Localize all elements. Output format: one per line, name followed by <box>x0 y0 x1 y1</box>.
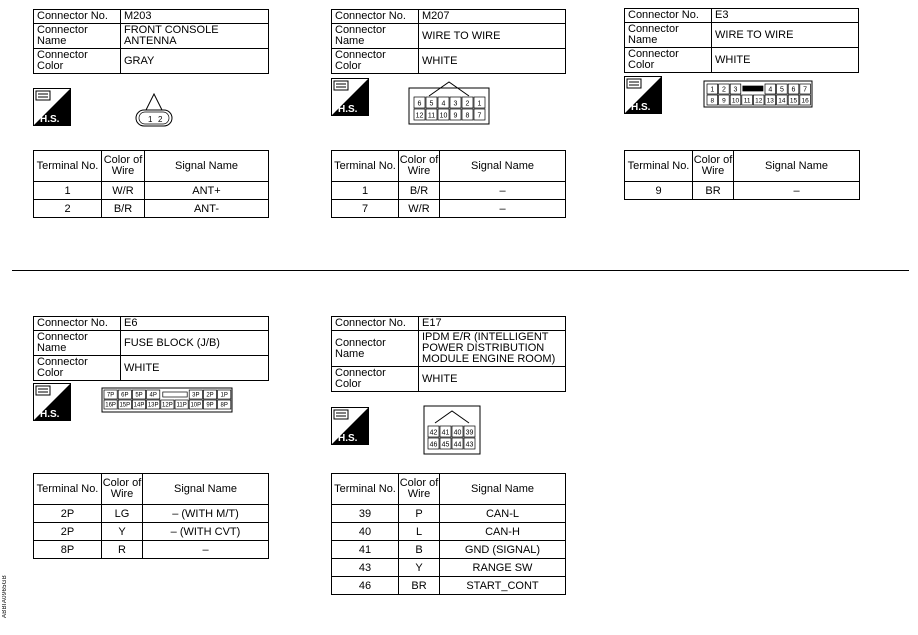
terminal-no-header: Terminal No. <box>332 151 399 182</box>
connector-name-value: FRONT CONSOLE ANTENNA <box>121 24 269 49</box>
terminal-cell: 46 <box>332 577 399 595</box>
signal-cell: – (WITH M/T) <box>143 505 269 523</box>
pin-label: 1 <box>148 115 153 124</box>
pin-label: 8 <box>710 97 715 105</box>
pin-label: 4 <box>768 86 773 94</box>
pin-label: 44 <box>453 441 462 449</box>
connector-color-value: WHITE <box>121 356 269 381</box>
table-row <box>332 577 566 595</box>
terminal-no-header: Terminal No. <box>34 151 102 182</box>
connector-name-label: Connector Name <box>332 331 419 367</box>
connector-no-value: M207 <box>419 10 566 24</box>
pin-label: 8P <box>220 402 228 409</box>
connector-face-m207 <box>407 78 491 126</box>
connector-no-value: E3 <box>712 9 859 23</box>
pin-label: 1P <box>220 392 228 399</box>
signal-name-header: Signal Name <box>734 151 860 182</box>
connector-info-table <box>331 316 566 392</box>
pin-label: 11 <box>427 112 436 120</box>
signal-cell: RANGE SW <box>440 559 566 577</box>
pin-label: 1 <box>710 86 715 94</box>
terminal-cell: 8P <box>34 541 102 559</box>
pin-label: 42 <box>429 429 438 437</box>
color-of-wire-header: Color of Wire <box>399 474 440 505</box>
hs-label: H.S. <box>40 409 60 420</box>
harness-side-icon <box>33 383 71 421</box>
pin-label: 8 <box>465 112 470 120</box>
hs-label: H.S. <box>338 433 358 444</box>
connector-color-label: Connector Color <box>34 49 121 74</box>
connector-no-value: E6 <box>121 317 269 331</box>
pin-label: 15 <box>789 97 798 105</box>
connector-no-value: M203 <box>121 10 269 24</box>
table-row <box>332 541 566 559</box>
connector-name-value: FUSE BLOCK (J/B) <box>121 331 269 356</box>
pin-label: 14P <box>133 402 145 409</box>
terminal-no-header: Terminal No. <box>625 151 693 182</box>
connector-name-value: WIRE TO WIRE <box>712 23 859 48</box>
pin-label: 15P <box>119 402 131 409</box>
harness-side-icon <box>624 76 662 114</box>
pin-label: 7 <box>803 86 808 94</box>
wire-color-cell: P <box>399 505 440 523</box>
terminal-cell: 40 <box>332 523 399 541</box>
pin-label: 5P <box>135 392 143 399</box>
terminal-cell: 2 <box>34 200 102 218</box>
connector-color-label: Connector Color <box>332 49 419 74</box>
wire-color-cell: Y <box>399 559 440 577</box>
connector-e6 <box>33 316 269 381</box>
pin-label: 16 <box>801 97 809 105</box>
pin-label: 13P <box>147 402 159 409</box>
harness-side-icon <box>331 407 369 445</box>
wire-color-cell: R <box>102 541 143 559</box>
pin-label: 7P <box>106 392 115 399</box>
color-of-wire-header: Color of Wire <box>399 151 440 182</box>
connector-info-table <box>33 9 269 74</box>
terminal-cell: 1 <box>332 182 399 200</box>
hs-label: H.S. <box>40 114 60 125</box>
connector-name-label: Connector Name <box>34 331 121 356</box>
pin-label: 43 <box>465 441 474 449</box>
connector-face-m203 <box>133 92 177 130</box>
connector-name-label: Connector Name <box>625 23 712 48</box>
pin-label: 4P <box>149 392 157 399</box>
pin-label: 5 <box>779 86 784 94</box>
pin-label: 6P <box>121 392 129 399</box>
pin-label: 13 <box>766 97 774 105</box>
table-row <box>34 541 269 559</box>
terminal-table-e3 <box>624 150 860 200</box>
pin-label: 12 <box>755 97 763 105</box>
terminal-cell: 2P <box>34 505 102 523</box>
pin-label: 11P <box>176 402 187 409</box>
connector-info-table <box>624 8 859 73</box>
wire-color-cell: L <box>399 523 440 541</box>
terminal-table-e6 <box>33 473 269 559</box>
pin-label: 11 <box>743 97 751 105</box>
pin-label: 2 <box>721 86 726 94</box>
signal-cell: ANT- <box>145 200 269 218</box>
table-row <box>332 559 566 577</box>
pin-label: 1 <box>477 100 482 108</box>
terminal-cell: 39 <box>332 505 399 523</box>
connector-color-value: WHITE <box>419 367 566 392</box>
color-of-wire-header: Color of Wire <box>693 151 734 182</box>
hs-label: H.S. <box>338 104 358 115</box>
signal-cell: ANT+ <box>145 182 269 200</box>
connector-name-label: Connector Name <box>34 24 121 49</box>
connector-face-e6 <box>101 387 233 413</box>
wire-color-cell: LG <box>102 505 143 523</box>
pin-label: 9 <box>722 97 726 105</box>
pin-label: 14 <box>778 97 786 105</box>
table-row <box>332 182 566 200</box>
harness-side-icon <box>33 88 71 126</box>
terminal-cell: 43 <box>332 559 399 577</box>
terminal-cell: 7 <box>332 200 399 218</box>
pin-label: 2 <box>158 115 163 124</box>
signal-cell: – <box>734 182 860 200</box>
terminal-no-header: Terminal No. <box>34 474 102 505</box>
color-of-wire-header: Color of Wire <box>102 151 145 182</box>
table-row <box>34 182 269 200</box>
wire-color-cell: W/R <box>399 200 440 218</box>
wire-color-cell: Y <box>102 523 143 541</box>
terminal-no-header: Terminal No. <box>332 474 399 505</box>
table-row <box>34 523 269 541</box>
connector-m203 <box>33 9 269 74</box>
table-row <box>332 523 566 541</box>
pin-label: 5 <box>429 100 434 108</box>
pin-label: 9P <box>206 402 214 409</box>
color-of-wire-header: Color of Wire <box>102 474 143 505</box>
connector-name-label: Connector Name <box>332 24 419 49</box>
pin-label: 9 <box>453 112 458 120</box>
table-row <box>625 182 860 200</box>
figure-id: ABBIA0965GB <box>2 575 8 618</box>
terminal-table-e17 <box>331 473 566 595</box>
wire-color-cell: W/R <box>102 182 145 200</box>
connector-name-value: IPDM E/R (INTELLIGENT POWER DISTRIBUTION MODULE ENGINE ROOM) <box>419 331 566 367</box>
connector-no-label: Connector No. <box>332 317 419 331</box>
connector-color-value: WHITE <box>712 48 859 73</box>
pin-label: 3P <box>192 392 200 399</box>
signal-cell: START_CONT <box>440 577 566 595</box>
terminal-cell: 1 <box>34 182 102 200</box>
pin-label: 12P <box>162 402 173 409</box>
pin-label: 16P <box>105 402 116 409</box>
connector-face-e3 <box>703 80 813 108</box>
wire-color-cell: B/R <box>102 200 145 218</box>
signal-cell: GND (SIGNAL) <box>440 541 566 559</box>
connector-no-label: Connector No. <box>625 9 712 23</box>
signal-name-header: Signal Name <box>145 151 269 182</box>
connector-no-value: E17 <box>419 317 566 331</box>
connector-info-table <box>331 9 566 74</box>
table-row <box>34 505 269 523</box>
connector-no-label: Connector No. <box>332 10 419 24</box>
terminal-table-m203 <box>33 150 269 218</box>
lock-tab <box>743 86 763 91</box>
pin-label: 2P <box>206 392 214 399</box>
connector-color-value: WHITE <box>419 49 566 74</box>
lock-tab <box>163 392 187 397</box>
pin-label: 46 <box>429 441 438 449</box>
signal-name-header: Signal Name <box>440 474 566 505</box>
connector-e17 <box>331 316 566 392</box>
pin-label: 7 <box>477 112 482 120</box>
signal-cell: – <box>440 200 566 218</box>
hs-label: H.S. <box>631 102 651 113</box>
terminal-cell: 9 <box>625 182 693 200</box>
pin-label: 3 <box>733 86 738 94</box>
table-row <box>332 200 566 218</box>
harness-side-icon <box>331 78 369 116</box>
pin-label: 39 <box>465 429 474 437</box>
section-divider <box>12 270 909 271</box>
wire-color-cell: B/R <box>399 182 440 200</box>
pin-label: 40 <box>453 429 462 437</box>
signal-name-header: Signal Name <box>440 151 566 182</box>
connector-color-value: GRAY <box>121 49 269 74</box>
pin-label: 41 <box>441 429 450 437</box>
wire-color-cell: BR <box>399 577 440 595</box>
wire-color-cell: BR <box>693 182 734 200</box>
pin-label: 45 <box>441 441 450 449</box>
connector-e3 <box>624 8 859 73</box>
signal-cell: CAN-H <box>440 523 566 541</box>
terminal-cell: 41 <box>332 541 399 559</box>
connector-color-label: Connector Color <box>625 48 712 73</box>
connector-info-table <box>33 316 269 381</box>
signal-name-header: Signal Name <box>143 474 269 505</box>
pin-label: 2 <box>465 100 470 108</box>
connector-m207 <box>331 9 566 74</box>
signal-cell: CAN-L <box>440 505 566 523</box>
pin-label: 4 <box>441 100 446 108</box>
connector-no-label: Connector No. <box>34 10 121 24</box>
connector-color-label: Connector Color <box>332 367 419 392</box>
terminal-table-m207 <box>331 150 566 218</box>
table-row <box>332 505 566 523</box>
signal-cell: – <box>440 182 566 200</box>
pin-label: 6 <box>791 86 796 94</box>
connector-no-label: Connector No. <box>34 317 121 331</box>
table-row <box>34 200 269 218</box>
connector-name-value: WIRE TO WIRE <box>419 24 566 49</box>
pin-label: 12 <box>415 112 424 120</box>
terminal-cell: 2P <box>34 523 102 541</box>
pin-label: 10 <box>731 97 740 105</box>
wire-color-cell: B <box>399 541 440 559</box>
signal-cell: – (WITH CVT) <box>143 523 269 541</box>
pin-label: 3 <box>453 100 458 108</box>
pin-label: 6 <box>417 100 422 108</box>
pin-label: 10 <box>439 112 448 120</box>
pin-label: 10P <box>190 402 202 409</box>
connector-color-label: Connector Color <box>34 356 121 381</box>
connector-face-e17 <box>423 405 481 455</box>
signal-cell: – <box>143 541 269 559</box>
